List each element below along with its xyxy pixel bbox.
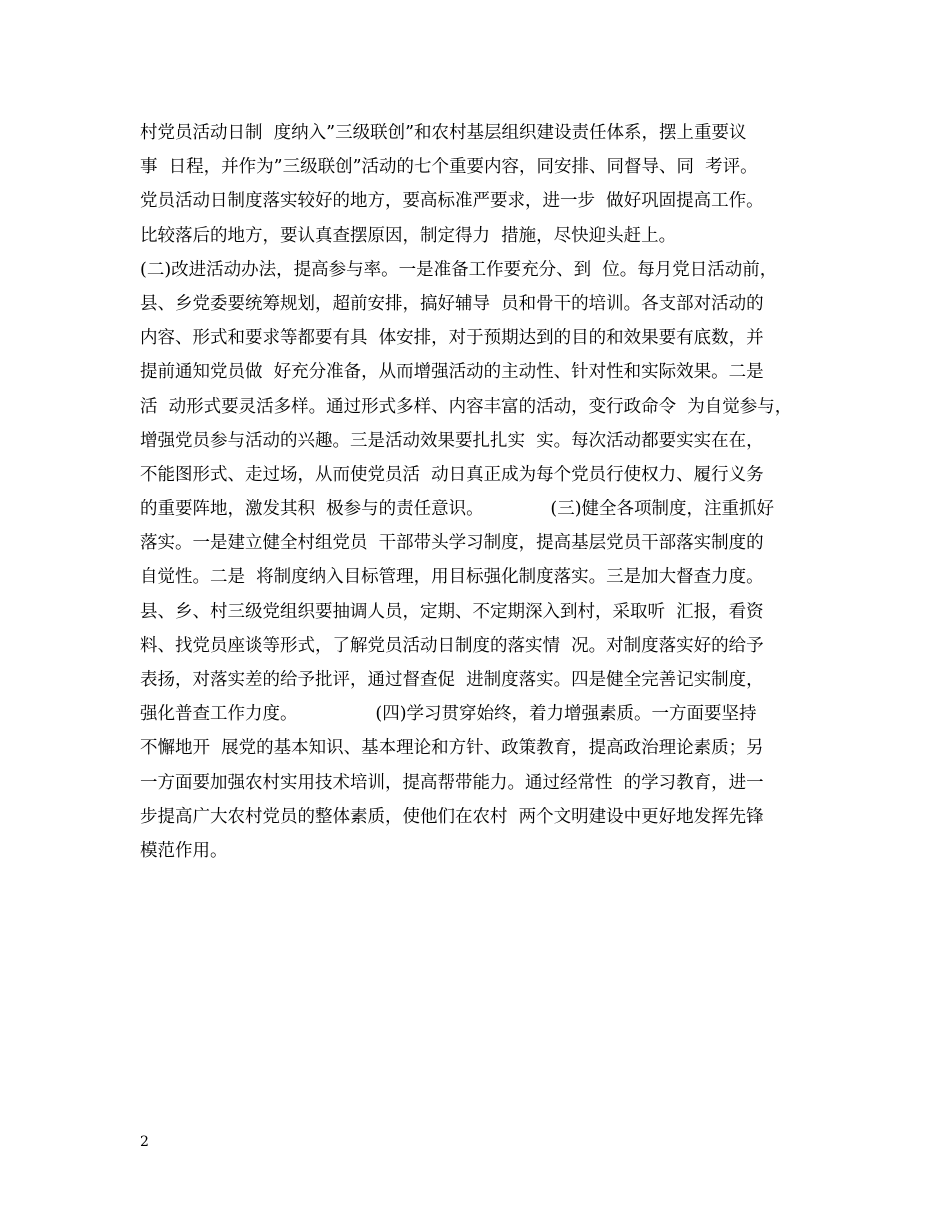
page-number: 2 [140, 1134, 149, 1150]
text-line: 不能图形式、走过场，从而使党员活 动日真正成为每个党员行使权力、履行义务 [140, 464, 764, 485]
body-text [140, 116, 840, 868]
text-line: 提前通知党员做 好充分准备，从而增强活动的主动性、针对性和实际效果。二是 [140, 362, 764, 383]
text-line: 模范作用。 [140, 840, 228, 861]
text-line: 县、乡、村三级党组织要抽调人员，定期、不定期深入到村，采取听 汇报，看资 [140, 601, 764, 622]
text-line: 村党员活动日制 度纳入”三级联创”和农村基层组织建设责任体系，摆上重要议 [140, 123, 747, 143]
text-line: 料、找党员座谈等形式，了解党员活动日制度的落实情 况。对制度落实好的给予 [140, 635, 764, 656]
text-line: (二)改进活动办法，提高参与率。一是准备工作要充分、到 位。每月党日活动前， [140, 259, 778, 280]
text-line: 落实。一是建立健全村组党员 干部带头学习制度，提高基层党员干部落实制度的 [140, 533, 764, 554]
text-line: 县、乡党委要统筹规划，超前安排，搞好辅导 员和骨干的培训。各支部对活动的 [140, 293, 764, 314]
text-line: 增强党员参与活动的兴趣。三是活动效果要扎扎实 实。每次活动都要实实在在， [140, 430, 764, 451]
text-line: 的重要阵地，激发其积 极参与的责任意识。 (三)健全各项制度，注重抓好 [140, 499, 775, 520]
text-line: 自觉性。二是 将制度纳入目标管理，用目标强化制度落实。三是加大督查力度。 [140, 567, 764, 588]
text-line: 内容、形式和要求等都要有具 体安排，对于预期达到的目的和效果要有底数，并 [140, 328, 764, 349]
text-line: 一方面要加强农村实用技术培训，提高帮带能力。通过经常性 的学习教育，进一 [140, 772, 764, 793]
text-line: 表扬，对落实差的给予批评，通过督查促 进制度落实。四是健全完善记实制度， [140, 670, 764, 690]
text-line: 比较落后的地方，要认真查摆原因，制定得力 措施，尽快迎头赶上。 [140, 225, 677, 246]
text-line: 强化普查工作力度。 (四)学习贯穿始终，着力增强素质。一方面要坚持 [140, 704, 757, 725]
text-line: 不懈地开 展党的基本知识、基本理论和方针、政策教育，提高政治理论素质；另 [140, 738, 764, 759]
text-line: 事 日程，并作为”三级联创”活动的七个重要内容，同安排、同督导、同 考评。 [140, 157, 758, 178]
text-line: 党员活动日制度落实较好的地方，要高标准严要求，进一步 做好巩固提高工作。 [140, 191, 764, 212]
text-line: 活 动形式要灵活多样。通过形式多样、内容丰富的活动，变行政命令 为自觉参与， [140, 396, 793, 417]
text-line: 步提高广大农村党员的整体素质，使他们在农村 两个文明建设中更好地发挥先锋 [140, 806, 764, 827]
